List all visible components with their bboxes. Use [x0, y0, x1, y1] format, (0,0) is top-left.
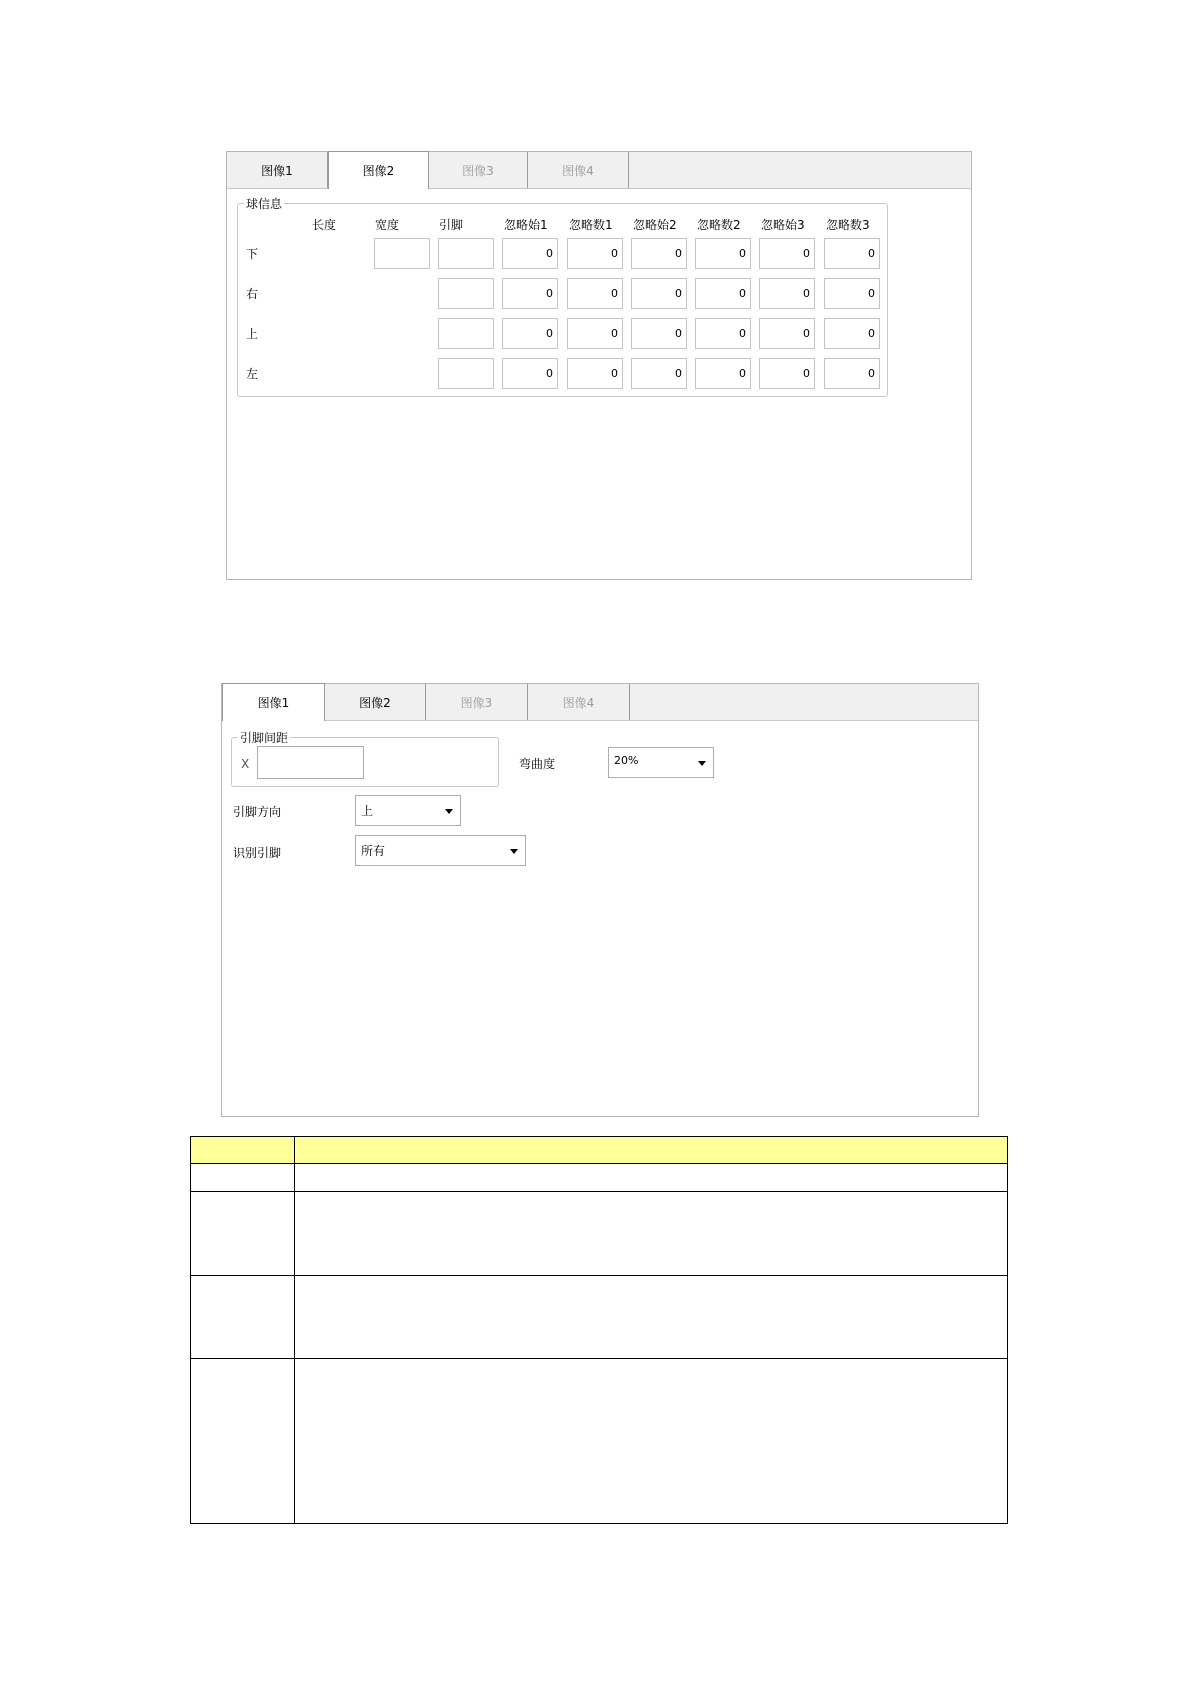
pin-field-right[interactable]: [438, 278, 494, 309]
ignore-start-2-bottom[interactable]: 0: [631, 238, 687, 269]
pin-direction-select[interactable]: [355, 795, 461, 826]
ignore-count-2-bottom[interactable]: 0: [695, 238, 751, 269]
ignore-count-2-top[interactable]: 0: [695, 318, 751, 349]
pin-field-bottom[interactable]: [438, 238, 494, 269]
ball-info-panel: [226, 151, 972, 580]
tab-image-2[interactable]: 图像2: [325, 684, 426, 720]
ignore-count-3-left[interactable]: 0: [824, 358, 880, 389]
tab-strip: [222, 684, 978, 721]
ignore-start-1-top[interactable]: 0: [502, 318, 558, 349]
ignore-start-3-bottom[interactable]: 0: [759, 238, 815, 269]
pin-field-left[interactable]: [438, 358, 494, 389]
table-cell: [191, 1137, 295, 1164]
column-header: 忽略始3: [761, 218, 805, 232]
tab-image-1[interactable]: 图像1: [222, 683, 325, 721]
ignore-start-2-left[interactable]: 0: [631, 358, 687, 389]
pin-field-top[interactable]: [438, 318, 494, 349]
table-cell: [295, 1192, 1008, 1276]
group-title: 球信息: [246, 197, 283, 211]
recognize-pins-value: 所有: [361, 844, 386, 858]
tab-image-3[interactable]: 图像3: [429, 152, 528, 188]
column-header: 忽略数3: [826, 218, 870, 232]
ignore-count-1-right[interactable]: 0: [567, 278, 623, 309]
ignore-count-3-bottom[interactable]: 0: [824, 238, 880, 269]
tab-image-3[interactable]: 图像3: [426, 684, 528, 720]
column-header: 忽略数1: [569, 218, 613, 232]
ignore-count-1-left[interactable]: 0: [567, 358, 623, 389]
curvature-value: 20%: [614, 754, 639, 767]
table-cell: [191, 1164, 295, 1192]
column-header: 宽度: [375, 218, 400, 232]
table-cell: [191, 1359, 295, 1524]
tab-image-1[interactable]: 图像1: [227, 152, 328, 188]
pin-spacing-x-input[interactable]: [257, 746, 364, 779]
ignore-start-2-right[interactable]: 0: [631, 278, 687, 309]
table-cell: [295, 1276, 1008, 1359]
column-header: 引脚: [439, 218, 464, 232]
ignore-count-1-top[interactable]: 0: [567, 318, 623, 349]
table-cell: [191, 1276, 295, 1359]
ignore-start-1-left[interactable]: 0: [502, 358, 558, 389]
table-cell: [295, 1164, 1008, 1192]
column-header: 忽略始1: [504, 218, 548, 232]
table-header-row: [191, 1137, 1008, 1164]
description-table: [190, 1136, 1008, 1524]
recognize-pins-select[interactable]: [355, 835, 526, 866]
tab-image-4[interactable]: 图像4: [528, 152, 629, 188]
column-header: 忽略数2: [697, 218, 741, 232]
ignore-start-3-right[interactable]: 0: [759, 278, 815, 309]
table-row: [191, 1359, 1008, 1524]
tab-strip: [227, 152, 971, 189]
table-row: [191, 1192, 1008, 1276]
group-title: 引脚间距: [240, 731, 289, 745]
pin-settings-panel: [221, 683, 979, 1117]
row-label-left: 左: [246, 367, 259, 381]
curvature-select[interactable]: [608, 747, 714, 778]
tab-image-4[interactable]: 图像4: [528, 684, 630, 720]
table-cell: [295, 1137, 1008, 1164]
chevron-down-icon: [445, 809, 453, 814]
table-cell: [191, 1192, 295, 1276]
row-label-bottom: 下: [246, 247, 259, 261]
ignore-start-3-top[interactable]: 0: [759, 318, 815, 349]
table-cell: [295, 1359, 1008, 1524]
ignore-start-2-top[interactable]: 0: [631, 318, 687, 349]
ignore-count-2-left[interactable]: 0: [695, 358, 751, 389]
row-label-top: 上: [246, 327, 259, 341]
width-field-bottom[interactable]: [374, 238, 430, 269]
pin-direction-label: 引脚方向: [233, 805, 282, 819]
ignore-start-1-right[interactable]: 0: [502, 278, 558, 309]
table-row: [191, 1164, 1008, 1192]
table-row: [191, 1276, 1008, 1359]
ignore-start-3-left[interactable]: 0: [759, 358, 815, 389]
ignore-count-3-top[interactable]: 0: [824, 318, 880, 349]
x-label: X: [241, 757, 250, 771]
ignore-count-1-bottom[interactable]: 0: [567, 238, 623, 269]
ignore-count-2-right[interactable]: 0: [695, 278, 751, 309]
column-header: 忽略始2: [633, 218, 677, 232]
row-label-right: 右: [246, 287, 259, 301]
pin-direction-value: 上: [361, 804, 374, 818]
tab-image-2[interactable]: 图像2: [328, 151, 429, 189]
column-header: 长度: [312, 218, 337, 232]
ignore-count-3-right[interactable]: 0: [824, 278, 880, 309]
ignore-start-1-bottom[interactable]: 0: [502, 238, 558, 269]
chevron-down-icon: [510, 849, 518, 854]
recognize-pins-label: 识别引脚: [233, 846, 282, 860]
curvature-label: 弯曲度: [519, 757, 556, 771]
chevron-down-icon: [698, 761, 706, 766]
